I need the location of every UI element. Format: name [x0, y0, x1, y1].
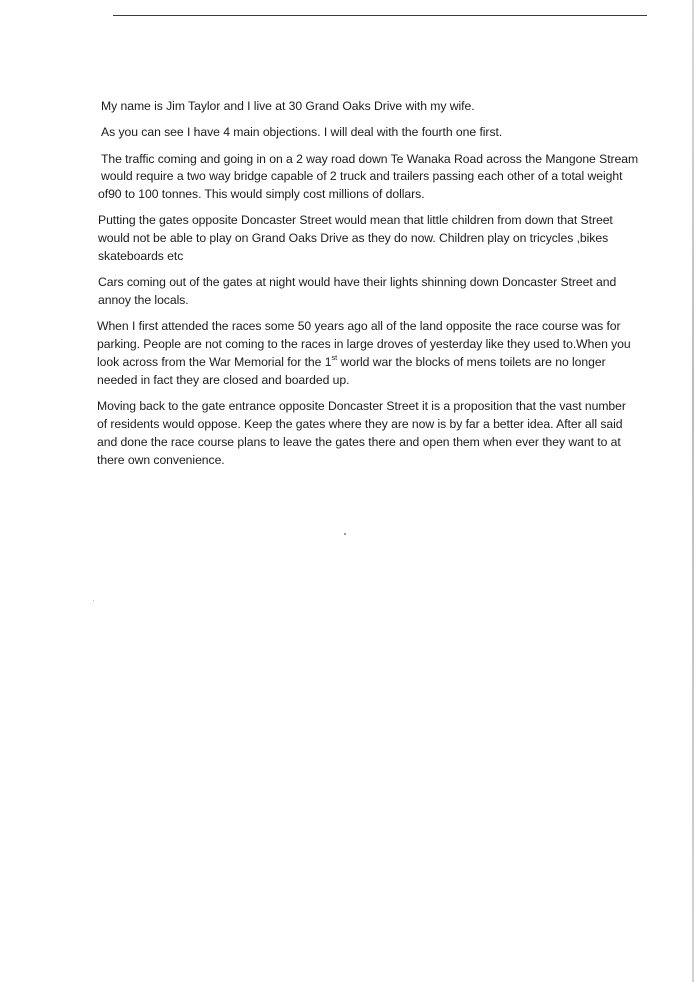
text-line: skateboards etc — [98, 249, 184, 264]
text-line: My name is Jim Taylor and I live at 30 Grand Oaks Drive with my wife. — [101, 99, 475, 113]
text-line: of90 to 100 tonnes. This would simply cost millions of dollars. — [98, 187, 425, 202]
text-segment: world war the blocks of mens toilets are no longer — [337, 355, 606, 370]
text-line: needed in fact they are closed and boarded up. — [97, 372, 350, 387]
text-line: would require a two way bridge capable of 2 truck and trailers passing each other of a total weight — [101, 169, 623, 184]
text-segment: look across from the War Memorial for the 1 — [97, 355, 332, 370]
paragraph-gate-entrance — [97, 398, 626, 469]
letter-body — [97, 98, 639, 478]
text-line: and done the race course plans to leave the gates there and open them when ever they want to at — [97, 434, 621, 449]
paragraph-parking-history — [97, 318, 631, 389]
text-line: of residents would oppose. Keep the gates where they are now is by far a better idea. After all said — [97, 416, 623, 431]
text-line: Putting the gates opposite Doncaster Street would mean that little children from down that Street — [98, 213, 613, 228]
scan-speck — [93, 600, 94, 601]
text-line: Moving back to the gate entrance opposite Doncaster Street it is a proposition that the vast number — [97, 399, 626, 414]
paragraph-objections-summary — [97, 124, 622, 142]
paragraph-car-lights — [97, 274, 622, 310]
text-line: As you can see I have 4 main objections. I will deal with the fourth one first. — [101, 125, 503, 140]
text-line: The traffic coming and going in on a 2 way road down Te Wanaka Road across the Mangone Stream — [101, 151, 639, 166]
text-line-with-superscript — [97, 354, 622, 372]
scan-speck — [344, 533, 346, 535]
text-line: Cars coming out of the gates at night would have their lights shinning down Doncaster Street and — [98, 275, 617, 290]
header-rule — [113, 15, 647, 16]
paragraph-introduction — [97, 98, 622, 116]
text-line: there own convenience. — [97, 452, 225, 467]
ordinal-superscript: st — [331, 353, 338, 362]
text-line: When I first attended the races some 50 years ago all of the land opposite the race course was for — [97, 319, 621, 334]
paragraph-gates-children — [97, 212, 622, 265]
text-line: annoy the locals. — [98, 293, 189, 308]
text-line: would not be able to play on Grand Oaks Drive as they do now. Children play on tricycles ,bikes — [98, 231, 609, 246]
text-line: parking. People are not coming to the races in large droves of yesterday like they used to.When you — [97, 337, 631, 352]
paragraph-traffic — [97, 151, 639, 204]
